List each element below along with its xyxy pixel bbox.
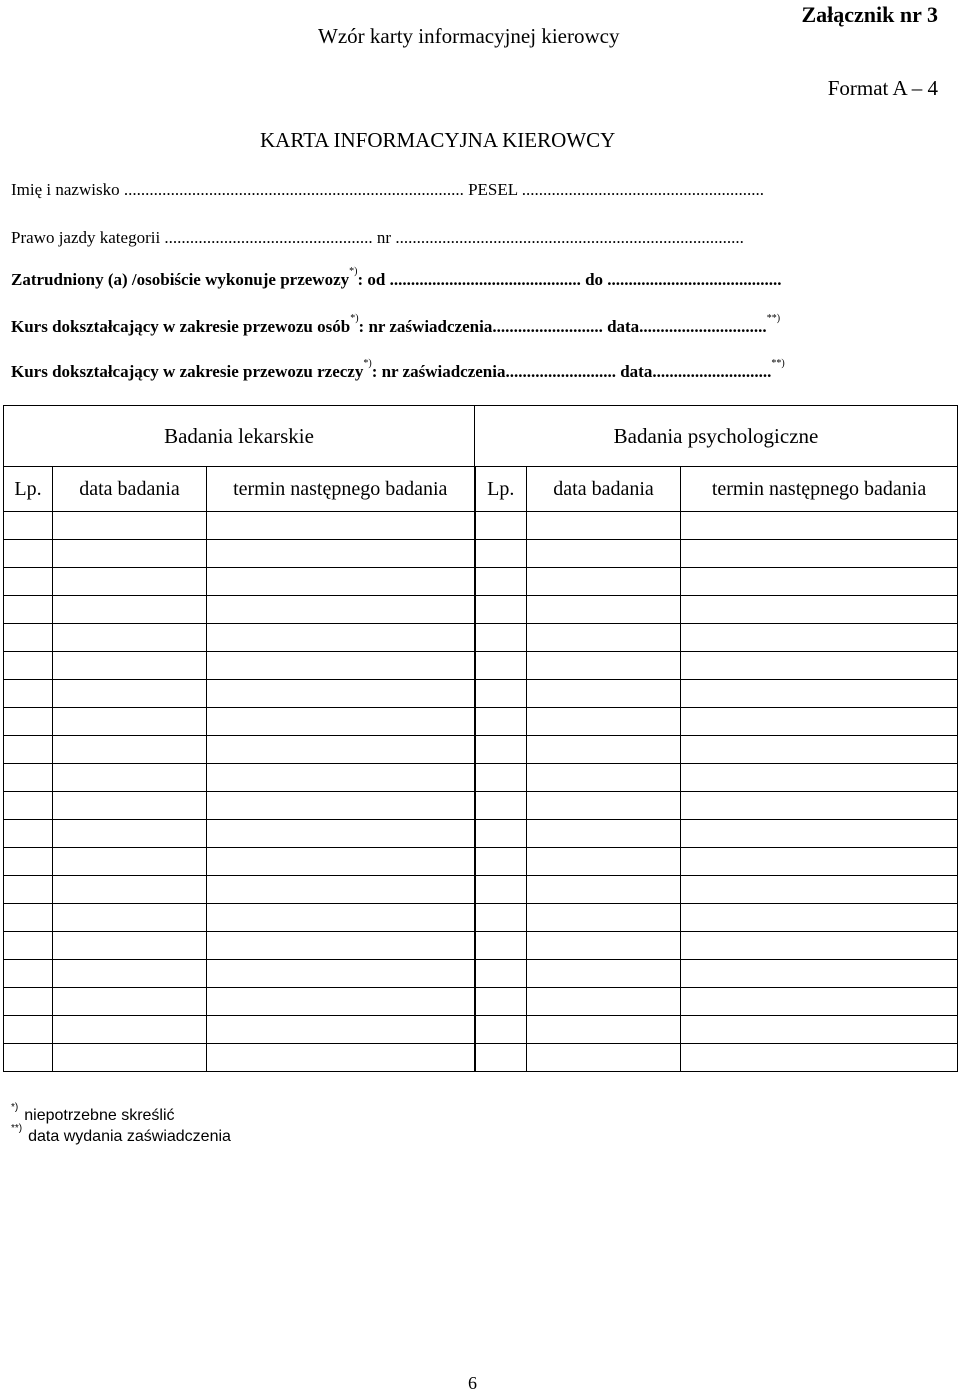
table-row xyxy=(4,1016,958,1044)
table-cell xyxy=(681,988,958,1016)
table-cell xyxy=(681,960,958,988)
table-cell xyxy=(681,932,958,960)
table-cell xyxy=(4,932,53,960)
table-row xyxy=(4,764,958,792)
table-cell xyxy=(527,596,681,624)
table-row xyxy=(4,932,958,960)
table-row xyxy=(4,652,958,680)
table-cell xyxy=(475,988,527,1016)
table-cell xyxy=(53,848,207,876)
table-cell xyxy=(527,736,681,764)
footnote-ref: *) xyxy=(350,313,359,324)
table-cell xyxy=(53,764,207,792)
employment-line xyxy=(11,266,782,290)
table-cell xyxy=(53,736,207,764)
table-cell xyxy=(475,792,527,820)
psychological-exams-header: Badania psychologiczne xyxy=(475,406,958,467)
table-cell xyxy=(4,904,53,932)
table-cell xyxy=(475,1016,527,1044)
table-cell xyxy=(527,988,681,1016)
table-cell xyxy=(53,540,207,568)
table-cell xyxy=(527,568,681,596)
table-cell xyxy=(207,988,475,1016)
table-cell xyxy=(4,960,53,988)
table-row xyxy=(4,568,958,596)
table-cell xyxy=(53,624,207,652)
table-cell xyxy=(207,904,475,932)
table-cell xyxy=(4,820,53,848)
footnote-text: data wydania zaświadczenia xyxy=(28,1128,231,1145)
table-cell xyxy=(53,932,207,960)
table-cell xyxy=(681,708,958,736)
footnote-ref: *) xyxy=(349,266,358,277)
table-cell xyxy=(53,512,207,540)
table-cell xyxy=(475,568,527,596)
table-cell xyxy=(4,1016,53,1044)
table-cell xyxy=(207,568,475,596)
table-cell xyxy=(53,652,207,680)
table-cell xyxy=(4,652,53,680)
table-cell xyxy=(207,652,475,680)
table-cell xyxy=(53,820,207,848)
table-cell xyxy=(53,960,207,988)
table-cell xyxy=(681,624,958,652)
table-cell xyxy=(207,624,475,652)
column-header: Lp. xyxy=(475,467,527,512)
table-cell xyxy=(53,596,207,624)
table-cell xyxy=(527,624,681,652)
table-cell xyxy=(681,792,958,820)
table-cell xyxy=(527,876,681,904)
table-cell xyxy=(527,512,681,540)
table-cell xyxy=(681,596,958,624)
table-cell xyxy=(527,1016,681,1044)
column-header: data badania xyxy=(53,467,207,512)
table-cell xyxy=(53,988,207,1016)
table-cell xyxy=(681,848,958,876)
table-cell xyxy=(527,848,681,876)
table-cell xyxy=(53,904,207,932)
table-cell xyxy=(4,848,53,876)
table-cell xyxy=(207,820,475,848)
employment-label: Zatrudniony (a) /osobiście wykonuje przewozy xyxy=(11,270,350,289)
table-cell xyxy=(53,708,207,736)
table-cell xyxy=(527,540,681,568)
table-cell xyxy=(681,512,958,540)
course-persons-cert: : nr zaświadczenia.......................... data.............................. xyxy=(358,317,767,336)
table-row xyxy=(4,792,958,820)
table-row xyxy=(4,820,958,848)
column-header: termin następnego badania xyxy=(681,467,958,512)
table-cell xyxy=(4,540,53,568)
table-cell xyxy=(475,596,527,624)
footnote-ref: **) xyxy=(766,313,781,324)
table-cell xyxy=(475,820,527,848)
document-subtitle: Wzór karty informacyjnej kierowcy xyxy=(318,24,620,48)
table-cell xyxy=(475,708,527,736)
footnote-text: niepotrzebne skreślić xyxy=(24,1107,175,1124)
table-cell xyxy=(53,680,207,708)
footnote-mark: *) xyxy=(11,1102,19,1113)
table-cell xyxy=(475,540,527,568)
table-cell xyxy=(527,680,681,708)
page-number: 6 xyxy=(468,1373,477,1393)
license-line: Prawo jazdy kategorii ................................................. nr .................................................................................. xyxy=(11,228,744,247)
medical-exams-header: Badania lekarskie xyxy=(4,406,475,467)
table-row xyxy=(4,680,958,708)
table-cell xyxy=(681,652,958,680)
page-title: KARTA INFORMACYJNA KIEROWCY xyxy=(260,128,616,152)
table-cell xyxy=(4,988,53,1016)
table-cell xyxy=(4,736,53,764)
table-cell xyxy=(681,764,958,792)
table-cell xyxy=(4,568,53,596)
table-cell xyxy=(681,904,958,932)
table-cell xyxy=(475,512,527,540)
table-cell xyxy=(207,1044,475,1072)
examinations-table xyxy=(3,405,958,1072)
table-cell xyxy=(207,764,475,792)
table-cell xyxy=(207,512,475,540)
table-cell xyxy=(53,876,207,904)
table-row xyxy=(4,848,958,876)
table-cell xyxy=(4,876,53,904)
name-pesel-line: Imię i nazwisko ................................................................................ PESEL ......................................................... xyxy=(11,180,765,199)
table-cell xyxy=(475,680,527,708)
table-row xyxy=(4,736,958,764)
table-cell xyxy=(681,680,958,708)
table-cell xyxy=(475,624,527,652)
table-row xyxy=(4,1044,958,1072)
table-cell xyxy=(207,736,475,764)
table-row xyxy=(4,540,958,568)
table-cell xyxy=(207,680,475,708)
table-cell xyxy=(527,652,681,680)
column-header: termin następnego badania xyxy=(207,467,475,512)
table-cell xyxy=(475,960,527,988)
table-cell xyxy=(527,708,681,736)
table-cell xyxy=(681,540,958,568)
table-row xyxy=(4,708,958,736)
table-cell xyxy=(207,960,475,988)
table-cell xyxy=(4,792,53,820)
table-cell xyxy=(207,596,475,624)
table-cell xyxy=(53,792,207,820)
course-persons-label: Kurs dokształcający w zakresie przewozu osób xyxy=(11,317,351,336)
table-cell xyxy=(475,932,527,960)
table-cell xyxy=(475,652,527,680)
table-cell xyxy=(527,792,681,820)
footnote-ref: **) xyxy=(771,358,785,369)
table-cell xyxy=(681,876,958,904)
course-goods-line xyxy=(11,358,785,382)
table-row xyxy=(4,624,958,652)
format-label: Format A – 4 xyxy=(827,76,938,100)
table-row xyxy=(4,512,958,540)
employment-dates: : od ............................................. do ......................................... xyxy=(357,270,782,289)
table-cell xyxy=(475,1044,527,1072)
column-header: data badania xyxy=(527,467,681,512)
table-cell xyxy=(207,932,475,960)
table-cell xyxy=(4,764,53,792)
table-cell xyxy=(53,1016,207,1044)
table-cell xyxy=(475,904,527,932)
table-cell xyxy=(4,596,53,624)
table-cell xyxy=(527,764,681,792)
table-cell xyxy=(4,512,53,540)
course-goods-cert: : nr zaświadczenia.......................... data............................ xyxy=(371,362,772,381)
table-cell xyxy=(527,932,681,960)
table-cell xyxy=(681,1044,958,1072)
table-row xyxy=(4,596,958,624)
table-cell xyxy=(53,1044,207,1072)
table-cell xyxy=(475,848,527,876)
table-cell xyxy=(4,624,53,652)
table-cell xyxy=(4,680,53,708)
footnote-mark: **) xyxy=(11,1123,23,1134)
table-cell xyxy=(681,736,958,764)
table-row xyxy=(4,988,958,1016)
table-row xyxy=(4,960,958,988)
table-cell xyxy=(207,848,475,876)
table-cell xyxy=(681,568,958,596)
table-cell xyxy=(207,708,475,736)
footnote-ref: *) xyxy=(363,358,372,369)
table-cell xyxy=(4,1044,53,1072)
footnote-2 xyxy=(11,1123,231,1146)
table-cell xyxy=(475,764,527,792)
table-cell xyxy=(4,708,53,736)
table-cell xyxy=(207,540,475,568)
table-cell xyxy=(53,568,207,596)
table-cell xyxy=(207,876,475,904)
table-row xyxy=(4,904,958,932)
table-row xyxy=(4,876,958,904)
table-cell xyxy=(475,876,527,904)
table-cell xyxy=(681,1016,958,1044)
table-cell xyxy=(527,1044,681,1072)
footnote-1 xyxy=(11,1102,175,1125)
table-cell xyxy=(527,960,681,988)
course-persons-line xyxy=(11,313,781,337)
table-cell xyxy=(207,792,475,820)
column-header: Lp. xyxy=(4,467,53,512)
table-cell xyxy=(527,904,681,932)
table-cell xyxy=(681,820,958,848)
annex-label: Załącznik nr 3 xyxy=(801,2,938,27)
table-cell xyxy=(527,820,681,848)
table-cell xyxy=(207,1016,475,1044)
course-goods-label: Kurs dokształcający w zakresie przewozu rzeczy xyxy=(11,362,364,381)
table-cell xyxy=(475,736,527,764)
